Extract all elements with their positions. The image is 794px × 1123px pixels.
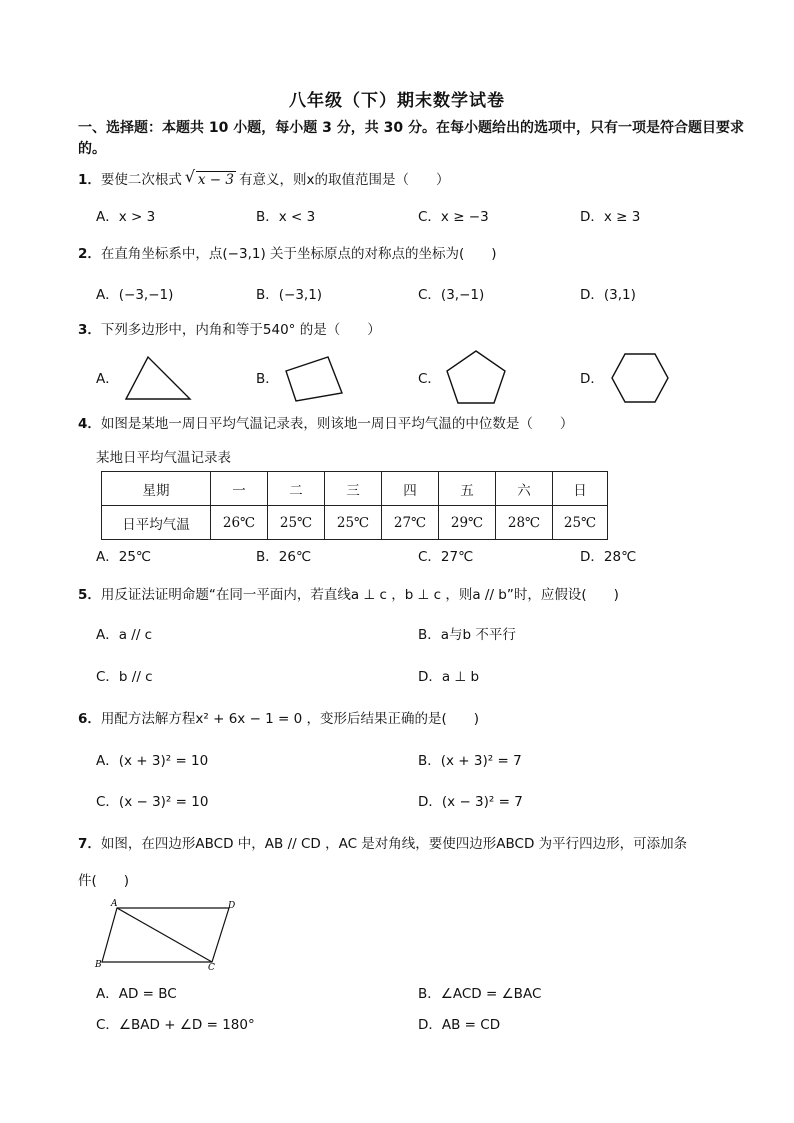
q1-option-c[interactable]: C．x ≥ −3: [418, 209, 489, 225]
table-cell: 29℃: [439, 506, 496, 540]
q7-option-b[interactable]: B．∠ACD = ∠BAC: [418, 986, 542, 1002]
question-number: 6．: [78, 711, 101, 727]
parallelogram-figure: [92, 896, 242, 976]
temperature-table: [101, 471, 608, 540]
table-cell: 25℃: [268, 506, 325, 540]
quadrilateral-icon: [282, 353, 346, 405]
q2-option-b[interactable]: B．(−3,1): [256, 287, 323, 303]
q6-option-b[interactable]: B．(x + 3)² = 7: [418, 753, 522, 769]
table-cell: 26℃: [211, 506, 268, 540]
q3-option-d[interactable]: D．: [580, 371, 604, 387]
radicand: x − 3: [197, 172, 235, 188]
question-number: 7．: [78, 836, 101, 852]
q7-option-a[interactable]: A．AD = BC: [96, 986, 177, 1002]
section-heading: 一、选择题：本题共 10 小题，每小题 3 分，共 30 分。在每小题给出的选项中，只有一项是符合题目要求的。: [78, 120, 744, 157]
question-text: 如图是某地一周日平均气温记录表，则该地一周日平均气温的中位数是（ ）: [100, 416, 574, 432]
question-text: 如图，在四边形ABCD 中，AB // CD ，AC 是对角线，要使四边形ABCD 为平行四边形，可添加条: [100, 836, 688, 852]
q7-option-c[interactable]: C．∠BAD + ∠D = 180°: [96, 1017, 255, 1033]
table-cell: 25℃: [553, 506, 608, 540]
table-cell: 四: [382, 472, 439, 506]
radical-sign-icon: √: [184, 167, 196, 186]
table-cell: 六: [496, 472, 553, 506]
vertex-label-b: B: [95, 960, 102, 970]
q1-option-d[interactable]: D．x ≥ 3: [580, 209, 641, 225]
q2-option-d[interactable]: D．(3,1): [580, 287, 636, 303]
table-cell: 二: [268, 472, 325, 506]
table-caption: 某地日平均气温记录表: [96, 450, 231, 466]
question-number: 3．: [78, 322, 101, 338]
question-number: 2．: [78, 246, 101, 262]
question-text: 在直角坐标系中，点(−3,1) 关于坐标原点的对称点的坐标为( ): [100, 246, 497, 262]
question-2: [78, 244, 497, 264]
q6-option-d[interactable]: D．(x − 3)² = 7: [418, 794, 523, 810]
hexagon-icon: [610, 352, 670, 404]
q3-option-b[interactable]: B．: [256, 371, 279, 387]
table-cell: 一: [211, 472, 268, 506]
table-cell: 28℃: [496, 506, 553, 540]
table-header-row: [102, 472, 608, 506]
table-cell: 日: [553, 472, 608, 506]
q2-option-a[interactable]: A．(−3,−1): [96, 287, 174, 303]
table-cell: 三: [325, 472, 382, 506]
table-cell: 五: [439, 472, 496, 506]
question-3: [78, 320, 381, 340]
question-number: 4．: [78, 416, 101, 432]
q7-option-d[interactable]: D．AB = CD: [418, 1017, 501, 1033]
q6-option-a[interactable]: A．(x + 3)² = 10: [96, 753, 209, 769]
question-1: [78, 167, 450, 190]
page-title: 八年级（下）期末数学试卷: [289, 91, 505, 111]
question-text: 用反证法证明命题“在同一平面内，若直线a ⊥ c ，b ⊥ c ，则a // b”时，应假设( ): [100, 587, 619, 603]
question-number: 1．: [78, 172, 101, 188]
q5-option-d[interactable]: D．a ⊥ b: [418, 669, 480, 685]
q5-option-c[interactable]: C．b // c: [96, 669, 153, 685]
table-row: [102, 506, 608, 540]
q4-option-b[interactable]: B．26℃: [256, 549, 312, 565]
question-text: 下列多边形中，内角和等于540° 的是（ ）: [100, 322, 381, 338]
table-cell: 星期: [102, 472, 211, 506]
q4-option-c[interactable]: C．27℃: [418, 549, 474, 565]
vertex-label-c: C: [208, 963, 215, 973]
triangle-icon: [122, 353, 194, 403]
q5-option-b[interactable]: B．a与b 不平行: [418, 627, 516, 643]
question-7: [78, 834, 687, 854]
q6-option-c[interactable]: C．(x − 3)² = 10: [96, 794, 209, 810]
vertex-label-a: A: [111, 899, 118, 909]
q1-option-a[interactable]: A．x > 3: [96, 209, 156, 225]
vertex-label-d: D: [228, 901, 236, 911]
q1-option-b[interactable]: B．x < 3: [256, 209, 316, 225]
question-text-tail: 有意义，则x的取值范围是（ ）: [239, 172, 450, 188]
question-4: [78, 414, 573, 434]
q2-option-c[interactable]: C．(3,−1): [418, 287, 485, 303]
q4-option-d[interactable]: D．28℃: [580, 549, 637, 565]
question-6: [78, 709, 479, 729]
question-7-continued: 件( ): [78, 873, 130, 889]
question-text: 要使二次根式: [100, 172, 182, 188]
q3-option-c[interactable]: C．: [418, 371, 441, 387]
question-5: [78, 585, 619, 605]
question-number: 5．: [78, 587, 101, 603]
sqrt-expression: [184, 167, 236, 190]
q5-option-a[interactable]: A．a // c: [96, 627, 153, 643]
table-cell: 27℃: [382, 506, 439, 540]
question-text: 用配方法解方程x² + 6x − 1 = 0 ，变形后结果正确的是( ): [100, 711, 480, 727]
table-cell: 日平均气温: [102, 506, 211, 540]
q3-option-a[interactable]: A．: [96, 371, 119, 387]
pentagon-icon: [444, 348, 508, 406]
q4-option-a[interactable]: A．25℃: [96, 549, 152, 565]
table-cell: 25℃: [325, 506, 382, 540]
